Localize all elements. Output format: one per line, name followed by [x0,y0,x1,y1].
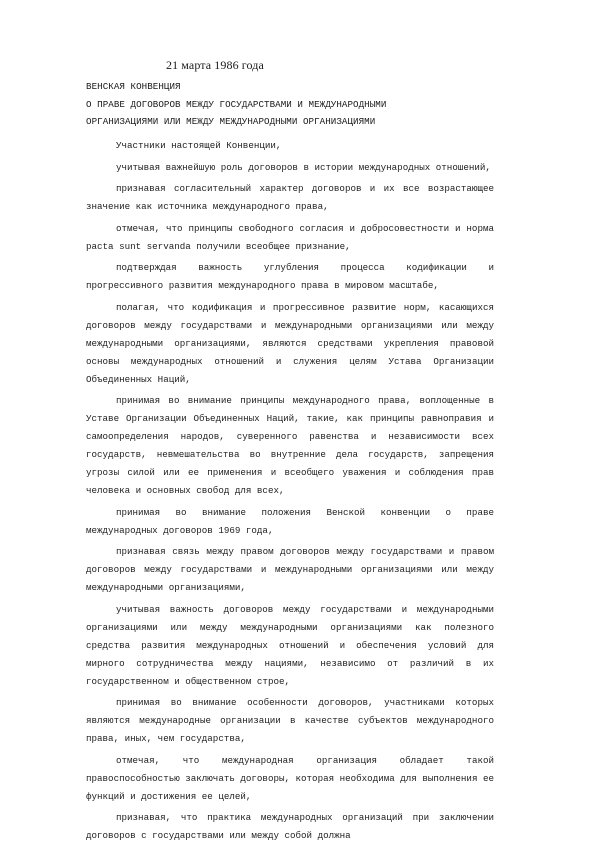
preamble-body [86,137,494,849]
paragraph: подтверждая важность углубления процесса кодификации и прогрессивного развития международного права в мировом масштабе, [86,262,494,291]
paragraph: учитывая важность договоров между государствами и международными организациями или между международными организациями как полезного средства развития международных отношений и обеспечения условий для мирного сотрудничества между нациями, независимо от различий в их государственном и общественном строе, [86,603,494,687]
paragraph: Участники настоящей Конвенции, [116,140,282,151]
document-date: 21 марта 1986 года [166,58,264,72]
paragraph: признавая, что практика международных организаций при заключении договоров с государствами или между собой должна [86,812,494,841]
paragraph: принимая во внимание положения Венской конвенции о праве международных договоров 1969 года, [86,506,494,536]
header-line-title-2: ОРГАНИЗАЦИЯМИ ИЛИ МЕЖДУ МЕЖДУНАРОДНЫМИ ОРГАНИЗАЦИЯМИ [86,116,376,128]
paragraph: признавая согласительный характер договоров и их все возрастающее значение как источника международного права, [86,183,494,212]
paragraph: признавая связь между правом договоров между государствами и правом договоров между государствами и международными организациями или между международными организациями, [86,546,494,593]
paragraph: принимая во внимание особенности договоров, участниками которых являются международные организации в качестве субъектов международного права, иных, чем государства, [86,697,494,744]
paragraph: отмечая, что международная организация обладает такой правоспособностью заключать договоры, которая необходима для выполнения ее функций и достижения ее целей, [86,754,494,802]
document-header [86,78,506,131]
header-line-title-1: О ПРАВЕ ДОГОВОРОВ МЕЖДУ ГОСУДАРСТВАМИ И МЕЖДУНАРОДНЫМИ [86,98,387,110]
paragraph: принимая во внимание принципы международного права, воплощенные в Уставе Организации Объединенных Наций, такие, как принципы равноправия и самоопределения народов, суверенного равенства и независимости всех государств, невмешательства во внутренние дела государств, запрещения угрозы силой или ее применения и всеобщего уважения и соблюдения прав человека и основных свобод для всех, [86,395,494,496]
paragraph: учитывая важнейшую роль договоров в истории международных отношений, [116,161,491,173]
paragraph: отмечая, что принципы свободного согласия и добросовестности и норма pacta sunt servanda получили всеобщее признание, [86,222,494,252]
paragraph: полагая, что кодификация и прогрессивное развитие норм, касающихся договоров между государствами и международными организациями или между международными организациями, являются средствами укрепления правовой основы международных отношений и служения целям Устава Организации Объединенных Наций, [86,301,494,385]
header-line-convention: ВЕНСКАЯ КОНВЕНЦИЯ [86,81,181,92]
